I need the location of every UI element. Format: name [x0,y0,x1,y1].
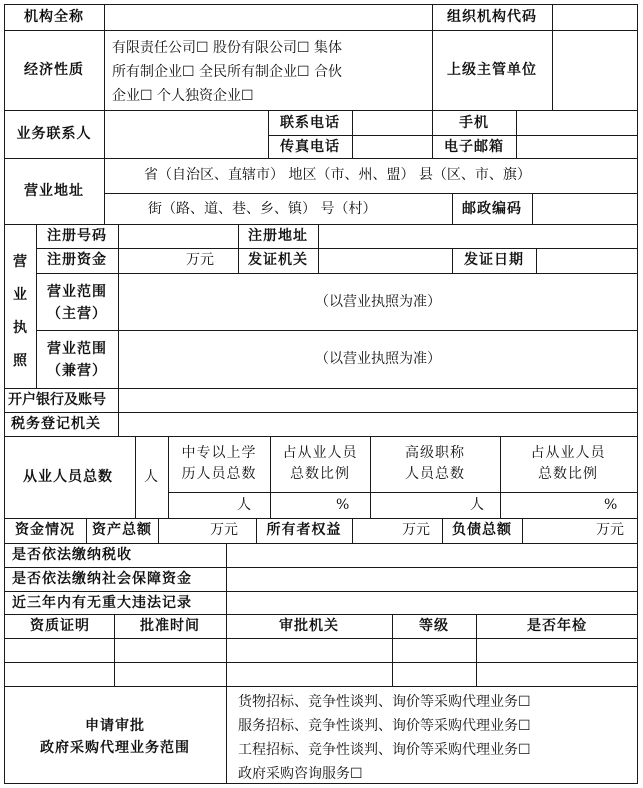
senior-staff-sub: 人员总数 [405,466,465,482]
postcode-label: 邮政编码 [462,201,522,217]
business-license-side-label: 营业执照 [13,254,27,369]
tax-registration-label: 税务登记机关 [11,416,101,432]
senior-share-sub: 总数比例 [538,466,598,482]
econ-nature-label: 经济性质 [24,62,84,78]
equity-unit: 万元 [402,522,430,538]
social-security-label: 是否依法缴纳社会保障资金 [12,571,192,587]
finance-label: 资金情况 [15,522,75,538]
email-label: 电子邮箱 [444,139,504,155]
issue-date-label: 发证日期 [464,252,524,268]
scope-option: 政府采购咨询服务☐ [238,766,363,782]
scope-side-value: （以营业执照为准） [315,351,441,367]
college-staff-sub: 历人员总数 [181,466,257,482]
contact-person-label: 业务联系人 [16,126,92,142]
address-region-line: 省（自治区、直辖市） 地区（市、州、盟） 县（区、市、旗） [144,167,531,183]
org-full-name-label: 机构全称 [24,9,84,25]
equity-label: 所有者权益 [266,522,342,538]
senior-staff-label: 高级职称 [405,445,465,461]
scope-main-label: 营业范围 [47,284,107,300]
scope-option: 工程招标、竞争性谈判、询价等采购代理业务☐ [238,742,531,758]
mobile-label: 手机 [459,115,489,131]
staff-total-unit: 人 [144,469,158,485]
liability-label: 负债总额 [452,522,512,538]
qual-header-date: 批准时间 [140,618,200,634]
senior-share-label: 占从业人员 [530,445,606,461]
tax-paid-label: 是否依法缴纳税收 [12,547,132,563]
issuer-label: 发证机关 [248,252,308,268]
college-staff-unit: 人 [237,497,251,513]
reg-no-label: 注册号码 [47,228,107,244]
assets-label: 资产总额 [92,522,152,538]
address-street-line: 街（路、道、巷、乡、镇） 号（村） [148,201,377,217]
org-code-label: 组织机构代码 [447,9,537,25]
scope-main-sub: （主营） [47,306,107,322]
scope-option: 货物招标、竞争性谈判、询价等采购代理业务☐ [238,694,531,710]
econ-option-line: 有限责任公司☐ 股份有限公司☐ 集体 [112,40,343,56]
scope-side-label: 营业范围 [47,341,107,357]
no-violation-label: 近三年内有无重大违法记录 [12,595,192,611]
reg-capital-unit: 万元 [186,252,214,268]
assets-unit: 万元 [210,522,238,538]
qual-header-cert: 资质证明 [30,618,90,634]
business-address-label: 营业地址 [24,183,84,199]
senior-staff-unit: 人 [470,497,484,513]
scope-main-value: （以营业执照为准） [315,294,441,310]
scope-option: 服务招标、竞争性谈判、询价等采购代理业务☐ [238,718,531,734]
reg-address-label: 注册地址 [248,228,308,244]
econ-nature-options [112,36,342,108]
superior-unit-label: 上级主管单位 [447,62,537,78]
college-share-label: 占从业人员 [282,445,358,461]
college-share-percent: % [336,497,350,513]
econ-option-line: 所有制企业☐ 全民所有制企业☐ 合伙 [112,64,343,80]
bank-account-label: 开户银行及账号 [8,392,106,408]
qual-header-annual-check: 是否年检 [527,618,587,634]
college-staff-label: 中专以上学 [181,445,257,461]
senior-share-percent: % [604,497,618,513]
scope-label-sub: 政府采购代理业务范围 [40,740,190,756]
econ-option-line: 企业☐ 个人独资企业☐ [112,88,254,104]
qual-header-grade: 等级 [419,618,449,634]
phone-label: 联系电话 [280,115,340,131]
staff-total-label: 从业人员总数 [23,469,113,485]
qual-header-authority: 审批机关 [279,618,339,634]
college-share-sub: 总数比例 [290,466,350,482]
liability-unit: 万元 [596,522,624,538]
fax-label: 传真电话 [280,139,340,155]
scope-label: 申请审批 [85,718,145,734]
scope-side-sub: （兼营） [47,363,107,379]
scope-options [238,690,531,786]
reg-capital-label: 注册资金 [47,252,107,268]
